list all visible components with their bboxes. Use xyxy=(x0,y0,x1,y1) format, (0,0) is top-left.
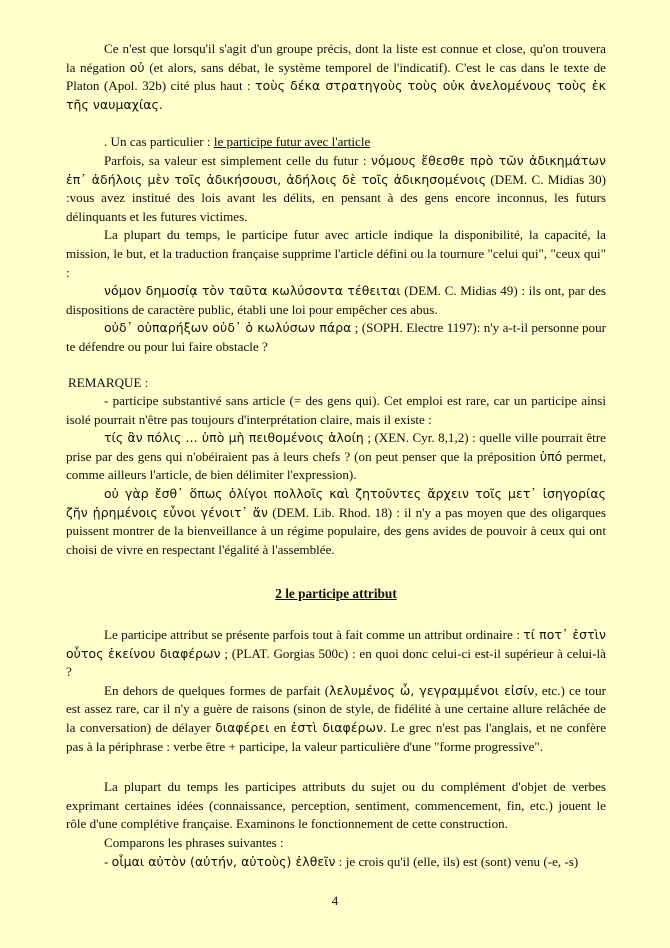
text: (et alors, sans débat, le système temporel de l'indicatif). C'est le cas dans le texte de Platon (Apol. 32b) cité plus haut : xyxy=(66,59,606,94)
greek-text: λελυμένος ὦ, γεγραμμένοι εἰσίν xyxy=(329,682,535,698)
text: : je crois qu'il (elle, ils) est (sont) venu (-e, -s) xyxy=(335,853,579,869)
greek-quote: νόμους ἔθεσθε πρὸ τῶν ἀδικημάτων ἐπ᾽ ἀδήλοις μὲν τοῖς ἀδικήσουσι, ἀδήλοις δὲ τοῖς ἀδικησομένοις xyxy=(66,152,606,187)
text: ; (XEN. Cyr. 8,1,2) : quelle ville pourrait être prise par des gens qui n'obéiraient pas à leurs chefs ? (on peut penser que la préposition xyxy=(66,430,606,464)
greek-text: ὑπό xyxy=(539,448,563,464)
text: permet, comme ailleurs l'article, de bien délimiter l'expression). xyxy=(66,448,607,483)
text: ; (PLAT. Gorgias 500c) : en quoi donc celui-ci est-il supérieur à celui-là ? xyxy=(66,645,606,680)
text: (DEM. Lib. Rhod. 18) : il n'y a pas moyen que des oligarques puissent montrer de la bienveillance à un régime populaire, des gens avides de pouvoir à ceux qui ont choisi de vivre en respectant l'égalité à l'assemblée. xyxy=(66,504,607,557)
text: ; (SOPH. Electre 1197): n'y a-t-il personne pour te défendre ou pour lui faire obstacle ? xyxy=(66,320,606,354)
paragraph-4 xyxy=(66,226,606,282)
greek-quote: τί ποτ᾽ ἐστὶν οὗτος ἐκείνου διαφέρων xyxy=(66,627,607,661)
text: En dehors de quelques formes de parfait ( xyxy=(104,682,330,698)
text: Parfois, sa valeur est simplement celle du futur : xyxy=(104,152,372,168)
greek-quote: νόμον δημοσίᾳ τὸν ταῦτα κωλύσοντα τέθειται xyxy=(104,283,401,299)
greek-text: διαφέρει xyxy=(215,720,270,735)
paragraph-8 xyxy=(66,392,606,429)
section-title: 2 le participe attribut xyxy=(275,586,397,602)
greek-text: ἐστὶ διαφέρων xyxy=(290,720,384,735)
text: , etc.) ce tour est assez rare, car il n'y a guère de raisons (sinon de style, de fidélité à une certaine allure relâchée de la conversation) de délayer xyxy=(66,682,606,735)
paragraph-12 xyxy=(66,682,606,756)
text: - xyxy=(104,853,112,869)
paragraph-9 xyxy=(66,429,606,485)
text: Comparons les phrases suivantes : xyxy=(104,834,284,850)
greek-quote: τοὺς δέκα στρατηγοὺς τοὺς οὐκ ἀνελομένους τοὺς ἐκ τῆς ναυμαχίας. xyxy=(66,78,606,112)
subheading-participe-futur xyxy=(66,133,606,152)
text: (DEM. C. Midias 49) : ils ont, par des dispositions de caractère public, établi une loi pour empêcher ces abus. xyxy=(66,283,606,317)
greek-quote: οὐδ᾽ οὑπαρήξων οὐδ᾽ ὁ κωλύσων πάρα xyxy=(104,320,352,336)
text: (DEM. C. Midias 30) :vous avez institué des lois avant les délits, en pensant à des gens encore inconnus, les futurs délinquants et les futures victimes. xyxy=(66,171,606,224)
paragraph-10 xyxy=(66,485,606,559)
text: La plupart du temps, le participe futur avec article indique la disponibilité, la capacité, la mission, le but, et la traduction française supprime l'article défini ou la tournure "celui qui", "ceux qui" : xyxy=(66,227,606,280)
paragraph-11 xyxy=(66,626,606,682)
greek-text: οὐ xyxy=(129,59,145,75)
text: en xyxy=(269,720,291,735)
greek-quote: οἶμαι αὐτὸν (αὐτήν, αὐτοὺς) ἐλθεῖν xyxy=(111,853,336,869)
text: Ce n'est que lorsqu'il s'agit d'un groupe précis, dont la liste est connue et close, qu'on trouvera la négation xyxy=(66,41,606,75)
underlined-heading: le participe futur avec l'article xyxy=(213,134,371,150)
greek-quote: τίς ἂν πόλις ... ὑπὸ μὴ πειθομένοις ἁλοίη xyxy=(104,430,364,446)
paragraph-14 xyxy=(66,834,606,853)
remarque-heading xyxy=(66,374,606,393)
paragraph-3 xyxy=(66,152,606,226)
greek-quote: οὐ γὰρ ἔσθ᾽ ὅπως ὀλίγοι πολλοῖς καὶ ζητοῦντες ἄρχειν τοῖς μετ᾽ ἰσηγορίας ζῆν ᾑρημένοις εὖνοι γένοιτ᾽ ἄν xyxy=(66,486,606,520)
paragraph-6 xyxy=(66,319,606,356)
paragraph-5 xyxy=(66,282,606,319)
text: . Un cas particulier : xyxy=(104,134,214,150)
paragraph-13 xyxy=(66,778,606,834)
text: Le participe attribut se présente parfois tout à fait comme un attribut ordinaire : xyxy=(104,627,524,643)
text: . Le grec n'est pas l'anglais, et ne confère pas à la périphrase : verbe être + participe, la valeur particulière d'une "forme progressive". xyxy=(66,720,606,754)
page-number: 4 xyxy=(331,893,339,908)
paragraph-1 xyxy=(66,40,606,114)
text: La plupart du temps les participes attributs du sujet ou du complément d'objet de verbes exprimant certaines idées (connaissance, perception, sentiment, commencement, fin, etc.) jouent le rôle d'une complétive française. Examinons le fonctionnement de cette construction. xyxy=(66,779,606,832)
text: REMARQUE : xyxy=(68,374,149,390)
paragraph-15 xyxy=(66,853,606,872)
document-page xyxy=(66,40,606,871)
text: - participe substantivé sans article (= des gens qui). Cet emploi est rare, car un participe ainsi isolé pourrait n'être pas toujours d'interprétation claire, mais il existe : xyxy=(66,393,606,427)
